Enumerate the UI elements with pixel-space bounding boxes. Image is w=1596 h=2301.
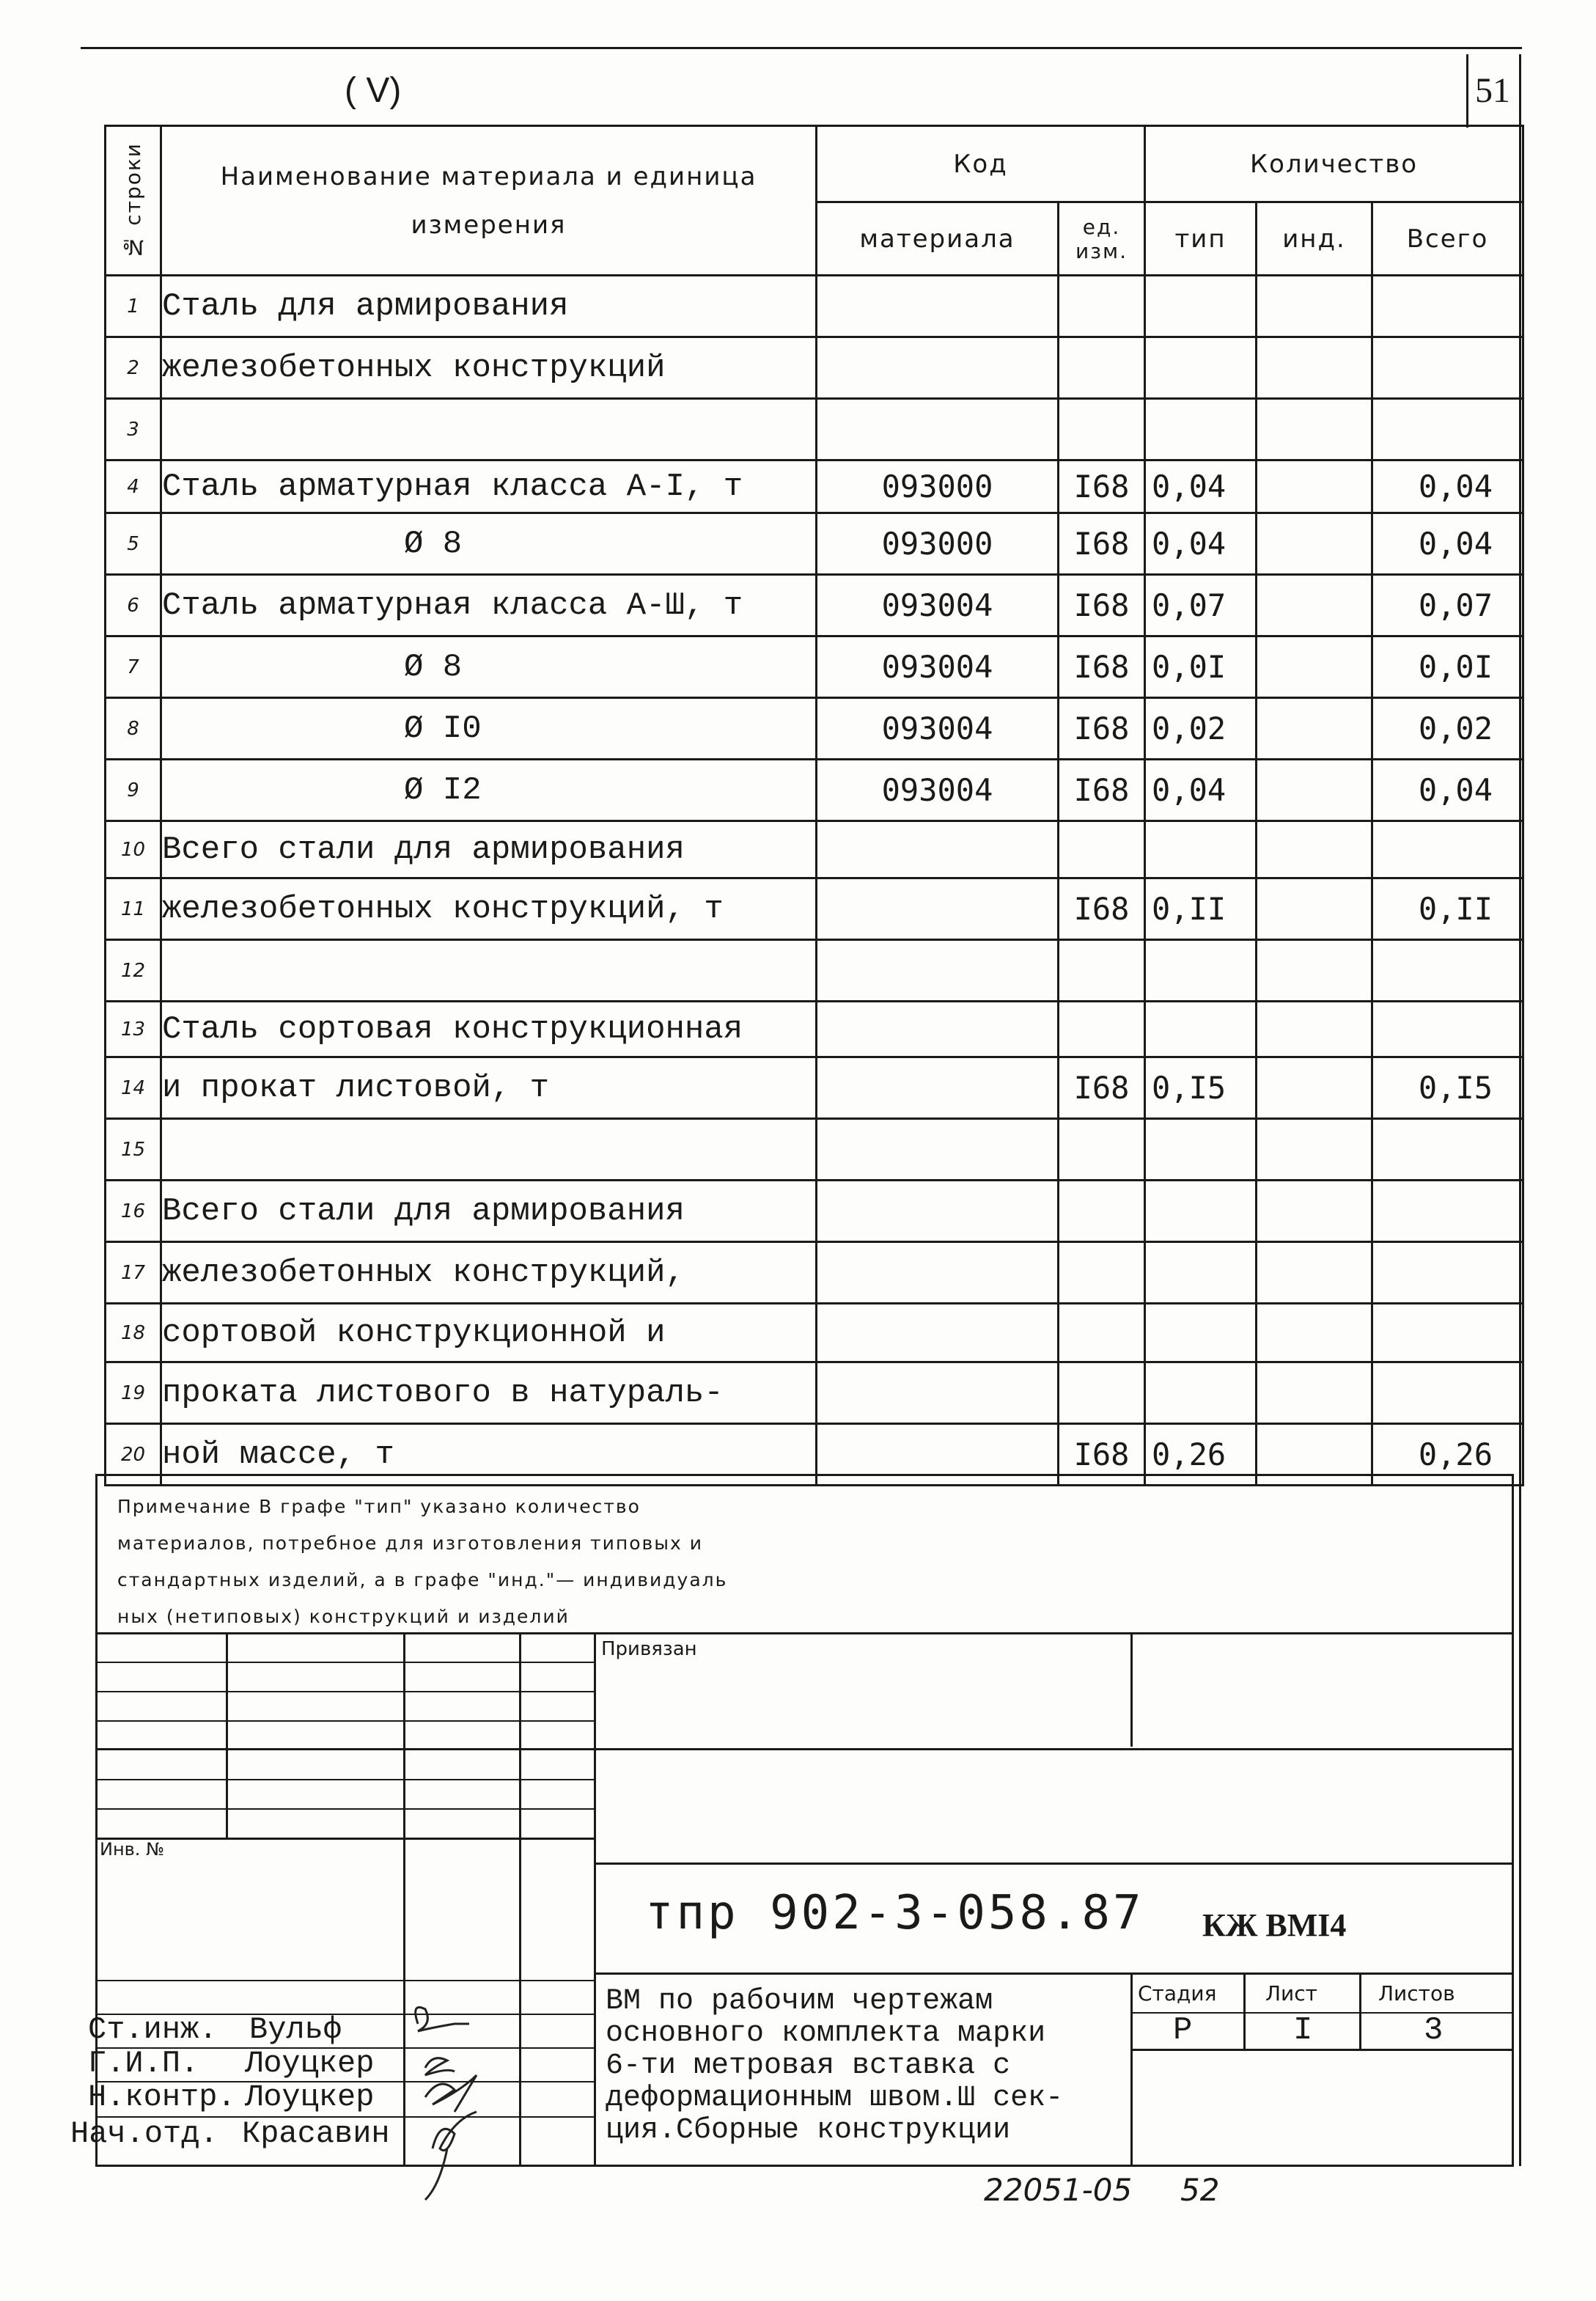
row-number: 16 (106, 1181, 161, 1242)
ind-quantity (1257, 1057, 1372, 1119)
unit-code: I68 (1059, 760, 1145, 821)
total-quantity: 0,0I (1372, 636, 1523, 698)
total-quantity (1372, 1242, 1523, 1304)
type-quantity: 0,04 (1145, 760, 1257, 821)
material-name: проката листового в натураль- (161, 1362, 817, 1424)
unit-code: I68 (1059, 1057, 1145, 1119)
unit-code: I68 (1059, 575, 1145, 636)
type-quantity (1145, 337, 1257, 399)
unit-code (1059, 1242, 1145, 1304)
unit-code (1059, 337, 1145, 399)
inventory-number-label: Инв. № (100, 1839, 165, 1860)
material-name: Ø I0 (161, 698, 817, 760)
type-quantity: 0,0I (1145, 636, 1257, 698)
grid-line (1130, 2049, 1513, 2051)
stamp-top-line (95, 1632, 1513, 1634)
type-quantity (1145, 940, 1257, 1002)
total-quantity (1372, 1304, 1523, 1362)
type-quantity (1145, 399, 1257, 460)
type-quantity: 0,26 (1145, 1424, 1257, 1486)
grid-line (95, 1720, 594, 1722)
row-number: 19 (106, 1362, 161, 1424)
ind-quantity (1257, 399, 1372, 460)
unit-code (1059, 940, 1145, 1002)
row-number: 17 (106, 1242, 161, 1304)
ind-quantity (1257, 1242, 1372, 1304)
grid-line (1130, 1632, 1133, 1747)
unit-code: I68 (1059, 460, 1145, 513)
sheet-label: Лист (1265, 1981, 1317, 2005)
note-top-line (95, 1474, 1513, 1476)
row-number: 9 (106, 760, 161, 821)
row-number: 7 (106, 636, 161, 698)
privyazan-label: Привязан (601, 1638, 697, 1660)
material-code (817, 1242, 1059, 1304)
material-code (817, 1002, 1059, 1057)
total-quantity: 0,26 (1372, 1424, 1523, 1486)
ind-quantity (1257, 821, 1372, 878)
total-quantity: 0,02 (1372, 698, 1523, 760)
table-row (106, 760, 1523, 821)
material-name: Ø 8 (161, 513, 817, 575)
ind-quantity (1257, 636, 1372, 698)
ind-quantity (1257, 337, 1372, 399)
unit-code (1059, 821, 1145, 878)
signer-role: Г.И.П. (88, 2046, 199, 2081)
ind-quantity (1257, 513, 1372, 575)
total-quantity (1372, 337, 1523, 399)
material-code: 093004 (817, 575, 1059, 636)
table-row (106, 337, 1523, 399)
material-name: Ø I2 (161, 760, 817, 821)
ind-quantity (1257, 1181, 1372, 1242)
code-header: Код (817, 126, 1145, 202)
stamp-bottom-line (95, 2165, 1513, 2167)
material-code (817, 1304, 1059, 1362)
material-code (817, 940, 1059, 1002)
note-line: Примечание В графе "тип" указано количество (117, 1496, 641, 1517)
unit-header: ед. изм. (1059, 202, 1145, 276)
row-number: 6 (106, 575, 161, 636)
unit-code (1059, 1181, 1145, 1242)
type-quantity: 0,04 (1145, 460, 1257, 513)
grid-line (95, 1691, 594, 1692)
drawing-title: ВМ по рабочим чертежам основного комплекта марки 6-ти метровая вставка с деформационным швом.Ш сек- ция.Сборные конструкции (606, 1985, 1064, 2147)
type-quantity (1145, 1304, 1257, 1362)
grid-line (1243, 1972, 1246, 2049)
total-quantity: 0,I5 (1372, 1057, 1523, 1119)
type-quantity (1145, 821, 1257, 878)
total-quantity (1372, 1119, 1523, 1181)
ind-quantity (1257, 698, 1372, 760)
signer-name: Лоуцкер (245, 2046, 375, 2081)
grid-line (95, 1808, 594, 1810)
unit-code: I68 (1059, 878, 1145, 940)
material-code (817, 878, 1059, 940)
material-name: ной массе, т (161, 1424, 817, 1486)
grid-line (1130, 1972, 1133, 2165)
ind-quantity (1257, 878, 1372, 940)
unit-code: I68 (1059, 1424, 1145, 1486)
material-code (817, 337, 1059, 399)
note-line: материалов, потребное для изготовления типовых и (117, 1533, 703, 1554)
table-row (106, 1242, 1523, 1304)
row-number: 14 (106, 1057, 161, 1119)
row-number: 13 (106, 1002, 161, 1057)
signer-role: Нач.отд. (70, 2116, 218, 2151)
sheet-value: I (1293, 2012, 1313, 2049)
drawing-mark: КЖ ВМI4 (1202, 1907, 1347, 1943)
row-number: 5 (106, 513, 161, 575)
row-number: 8 (106, 698, 161, 760)
unit-code (1059, 1304, 1145, 1362)
grid-line (1359, 1972, 1361, 2049)
type-quantity (1145, 1002, 1257, 1057)
ind-quantity (1257, 575, 1372, 636)
row-number: 10 (106, 821, 161, 878)
stage-label: Стадия (1138, 1981, 1217, 2005)
unit-code: I68 (1059, 698, 1145, 760)
stamp-right-line (1512, 1474, 1514, 2167)
unit-code: I68 (1059, 513, 1145, 575)
unit-code (1059, 1362, 1145, 1424)
footer-sheet-number: 52 (1180, 2172, 1220, 2208)
material-code (817, 1057, 1059, 1119)
unit-code: I68 (1059, 636, 1145, 698)
type-quantity (1145, 276, 1257, 337)
table-row (106, 1119, 1523, 1181)
type-quantity (1145, 1181, 1257, 1242)
grid-line (594, 1863, 1513, 1865)
type-quantity (1145, 1119, 1257, 1181)
material-name: и прокат листовой, т (161, 1057, 817, 1119)
unit-code (1059, 399, 1145, 460)
ind-quantity (1257, 760, 1372, 821)
signer-role: Н.контр. (88, 2080, 236, 2115)
document-code: тпр 902-3-058.87 (645, 1886, 1144, 1940)
material-name: Ø 8 (161, 636, 817, 698)
table-row (106, 1304, 1523, 1362)
type-quantity: 0,02 (1145, 698, 1257, 760)
material-code (817, 1362, 1059, 1424)
row-number: 18 (106, 1304, 161, 1362)
page-number: 51 (1475, 71, 1510, 110)
table-row (106, 276, 1523, 337)
sheets-value: 3 (1424, 2012, 1444, 2049)
total-quantity: 0,II (1372, 878, 1523, 940)
grid-line (226, 1632, 228, 1838)
material-code (817, 276, 1059, 337)
ind-quantity (1257, 1002, 1372, 1057)
variant-mark: ( V) (345, 71, 402, 110)
ind-quantity (1257, 940, 1372, 1002)
table-row (106, 1002, 1523, 1057)
material-name (161, 399, 817, 460)
name-header: Наименование материала и единица измерения (161, 126, 817, 276)
total-quantity (1372, 1362, 1523, 1424)
type-quantity (1145, 1362, 1257, 1424)
type-qty-header: тип (1145, 202, 1257, 276)
top-frame-line (81, 47, 1522, 49)
unit-code (1059, 1119, 1145, 1181)
signer-role: Ст.инж. (88, 2012, 218, 2047)
material-code: 093000 (817, 460, 1059, 513)
note-block (117, 1489, 924, 1635)
ind-quantity (1257, 1362, 1372, 1424)
material-code (817, 1181, 1059, 1242)
table-row (106, 1362, 1523, 1424)
row-number: 4 (106, 460, 161, 513)
row-number: 12 (106, 940, 161, 1002)
table-row (106, 940, 1523, 1002)
signatures-drawing (396, 1980, 557, 2214)
material-name: Сталь сортовая конструкционная (161, 1002, 817, 1057)
material-code (817, 1119, 1059, 1181)
total-quantity (1372, 1181, 1523, 1242)
material-name: железобетонных конструкций (161, 337, 817, 399)
signer-name: Красавин (242, 2116, 390, 2151)
row-number: 15 (106, 1119, 161, 1181)
table-row (106, 1057, 1523, 1119)
total-quantity: 0,04 (1372, 513, 1523, 575)
type-quantity (1145, 1242, 1257, 1304)
table-row (106, 698, 1523, 760)
total-quantity (1372, 1002, 1523, 1057)
table-row (106, 821, 1523, 878)
material-name: Сталь арматурная класса А-Ш, т (161, 575, 817, 636)
total-quantity (1372, 399, 1523, 460)
total-quantity (1372, 276, 1523, 337)
grid-line (95, 1779, 594, 1780)
ind-quantity (1257, 1304, 1372, 1362)
grid-line (594, 1972, 1513, 1975)
grid-line (95, 1838, 594, 1840)
quantity-header: Количество (1145, 126, 1523, 202)
table-row (106, 575, 1523, 636)
material-name: Сталь для армирования (161, 276, 817, 337)
table-row (106, 513, 1523, 575)
material-code (817, 821, 1059, 878)
material-code (817, 399, 1059, 460)
material-code: 093000 (817, 513, 1059, 575)
total-quantity (1372, 940, 1523, 1002)
material-name: Всего стали для армирования (161, 1181, 817, 1242)
material-name: железобетонных конструкций, (161, 1242, 817, 1304)
archive-number: 22051-05 (984, 2172, 1133, 2208)
row-number: 3 (106, 399, 161, 460)
table-row (106, 1181, 1523, 1242)
unit-code (1059, 276, 1145, 337)
note-line: ных (нетиповых) конструкций и изделий (117, 1606, 570, 1627)
type-quantity: 0,07 (1145, 575, 1257, 636)
table-row (106, 636, 1523, 698)
grid-line (95, 1662, 594, 1663)
material-name: Сталь арматурная класса А-I, т (161, 460, 817, 513)
signer-name: Вульф (249, 2012, 342, 2047)
type-quantity: 0,I5 (1145, 1057, 1257, 1119)
total-quantity: 0,07 (1372, 575, 1523, 636)
material-name (161, 940, 817, 1002)
material-spec-table (104, 125, 1524, 1486)
table-row (106, 878, 1523, 940)
material-name: Всего стали для армирования (161, 821, 817, 878)
material-code: 093004 (817, 698, 1059, 760)
note-line: стандартных изделий, а в графе "инд."— индивидуаль (117, 1569, 728, 1590)
page-number-box-left (1466, 54, 1468, 128)
material-code-header: материала (817, 202, 1059, 276)
grid-line (95, 1748, 1513, 1750)
material-code: 093004 (817, 760, 1059, 821)
total-quantity: 0,04 (1372, 760, 1523, 821)
signer-name: Лоуцкер (245, 2080, 375, 2115)
row-number: 11 (106, 878, 161, 940)
type-quantity: 0,04 (1145, 513, 1257, 575)
ind-quantity (1257, 1119, 1372, 1181)
ind-quantity (1257, 276, 1372, 337)
total-qty-header: Всего (1372, 202, 1523, 276)
total-quantity: 0,04 (1372, 460, 1523, 513)
material-name (161, 1119, 817, 1181)
row-number: 20 (106, 1424, 161, 1486)
row-number: 1 (106, 276, 161, 337)
unit-code (1059, 1002, 1145, 1057)
grid-line (594, 1632, 596, 2165)
row-number-header: № строки (106, 126, 161, 276)
ind-quantity (1257, 460, 1372, 513)
ind-qty-header: инд. (1257, 202, 1372, 276)
type-quantity: 0,II (1145, 878, 1257, 940)
material-name: сортовой конструкционной и (161, 1304, 817, 1362)
sheets-label: Листов (1378, 1981, 1455, 2005)
total-quantity (1372, 821, 1523, 878)
table-row (106, 399, 1523, 460)
stage-value: Р (1173, 2012, 1193, 2049)
material-code: 093004 (817, 636, 1059, 698)
table-row (106, 460, 1523, 513)
material-name: железобетонных конструкций, т (161, 878, 817, 940)
row-number: 2 (106, 337, 161, 399)
